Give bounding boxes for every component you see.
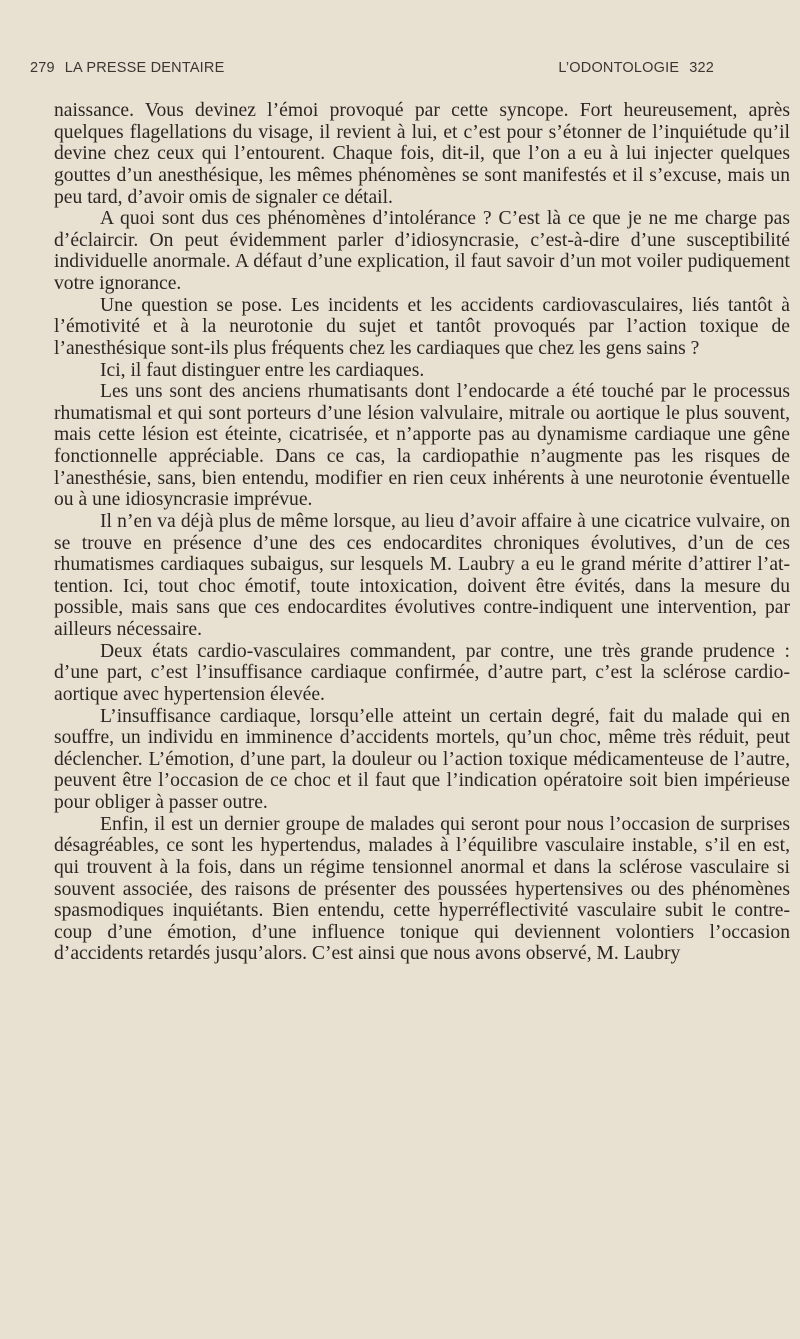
paragraph-8: L’insuffisance cardiaque, lorsqu’elle atteint un certain degré, fait du malade qui en souffre, un individu en imminence d’accidents mortels, qu’un choc, même très réduit, peut déclencher. L’émotion, d’une part, la douleur ou l’action toxique médicamenteuse de l’autre, peuvent être l’occasion de ce choc et il faut que l’indication opératoire soit bien impérieuse pour obliger à passer outre.	[54, 705, 790, 813]
left-journal-title: LA PRESSE DENTAIRE	[64, 60, 225, 76]
running-header	[30, 60, 714, 80]
header-left	[30, 60, 224, 76]
paragraph-3: Une question se pose. Les incidents et les accidents cardiovasculaires, liés tantôt à l’émotivité et à la neurotonie du sujet et tantôt provoqués par l’action toxique de l’anesthésique sont-ils plus fréquents chez les cardiaques que chez les gens sains ?	[54, 294, 790, 359]
left-page-number: 279	[30, 60, 55, 76]
paragraph-9: Enfin, il est un dernier groupe de malades qui seront pour nous l’occasion de surprises désagréables, ce sont les hypertendus, malades à l’équilibre vasculaire instable, s’il en est, qui trouvent à la fois, dans un régime tensionnel anormal et dans la sclérose vasculaire si souvent associée, des raisons de présenter des poussées hypertensives ou des phénomènes spasmodiques inquiétants. Bien entendu, cette hyperréflectivité vasculaire subit le contre-coup d’une émotion, d’une influence tonique qui deviennent volontiers l’occasion d’accidents retardés jusqu’alors. C’est ainsi que nous avons observé, M. Laubry	[54, 813, 790, 965]
paragraph-4: Ici, il faut distinguer entre les cardiaques.	[100, 359, 425, 381]
paragraph-2: A quoi sont dus ces phénomènes d’intolérance ? C’est là ce que je ne me charge pas d’éclaircir. On peut évidemment parler d’idiosyncrasie, c’est-à-dire d’une susceptibilité individuelle anormale. A défaut d’une explication, il faut savoir d’un mot voiler pudiquement votre ignorance.	[54, 208, 790, 294]
paragraph-6: Il n’en va déjà plus de même lorsque, au lieu d’avoir affaire à une cicatrice vulvaire, on se trouve en présence d’une des ces endocardites chroniques évolutives, d’un de ces rhumatismes cardiaques subaigus, sur lesquels M. Laubry a eu le grand mérite d’attirer l’attention. Ici, tout choc émotif, toute intoxication, doivent être évités, dans la mesure du possible, mais sans que ces endocardites évolutives contre-indiquent une intervention, par ailleurs nécessaire.	[54, 510, 790, 640]
paragraph-1: naissance. Vous devinez l’émoi provoqué par cette syncope. Fort heureusement, après quelques flagellations du visage, il revient à lui, et c’est pour s’étonner de l’inquiétude qu’il devine chez ceux qui l’entourent. Chaque fois, dit-il, que l’on a eu à lui injecter quelques gouttes d’un anesthésique, les mêmes phénomènes se sont manifestés et il s’excuse, mais un peu tard, d’avoir omis de signaler ce détail.	[54, 100, 790, 208]
right-journal-title: L’ODONTOLOGIE	[558, 60, 680, 76]
paragraph-7: Deux états cardio-vasculaires commandent, par contre, une très grande prudence : d’une part, c’est l’insuffisance cardiaque confirmée, d’autre part, c’est la sclérose cardio-aortique avec hypertension élevée.	[54, 640, 790, 705]
right-page-number: 322	[689, 60, 714, 76]
header-right	[558, 60, 714, 76]
body-text	[54, 100, 790, 965]
paragraph-5: Les uns sont des anciens rhumatisants dont l’endocarde a été touché par le processus rhumatismal et qui sont porteurs d’une lésion valvulaire, mitrale ou aortique le plus souvent, mais cette lésion est éteinte, cicatrisée, et n’apporte pas au dynamisme cardiaque une gêne fonctionnelle appréciable. Dans ce cas, la cardiopathie n’augmente pas les risques de l’anesthésie, sans, bien entendu, modifier en rien ceux inhérents à une neurotonie éventuelle ou à une idiosyncrasie imprévue.	[54, 381, 790, 511]
